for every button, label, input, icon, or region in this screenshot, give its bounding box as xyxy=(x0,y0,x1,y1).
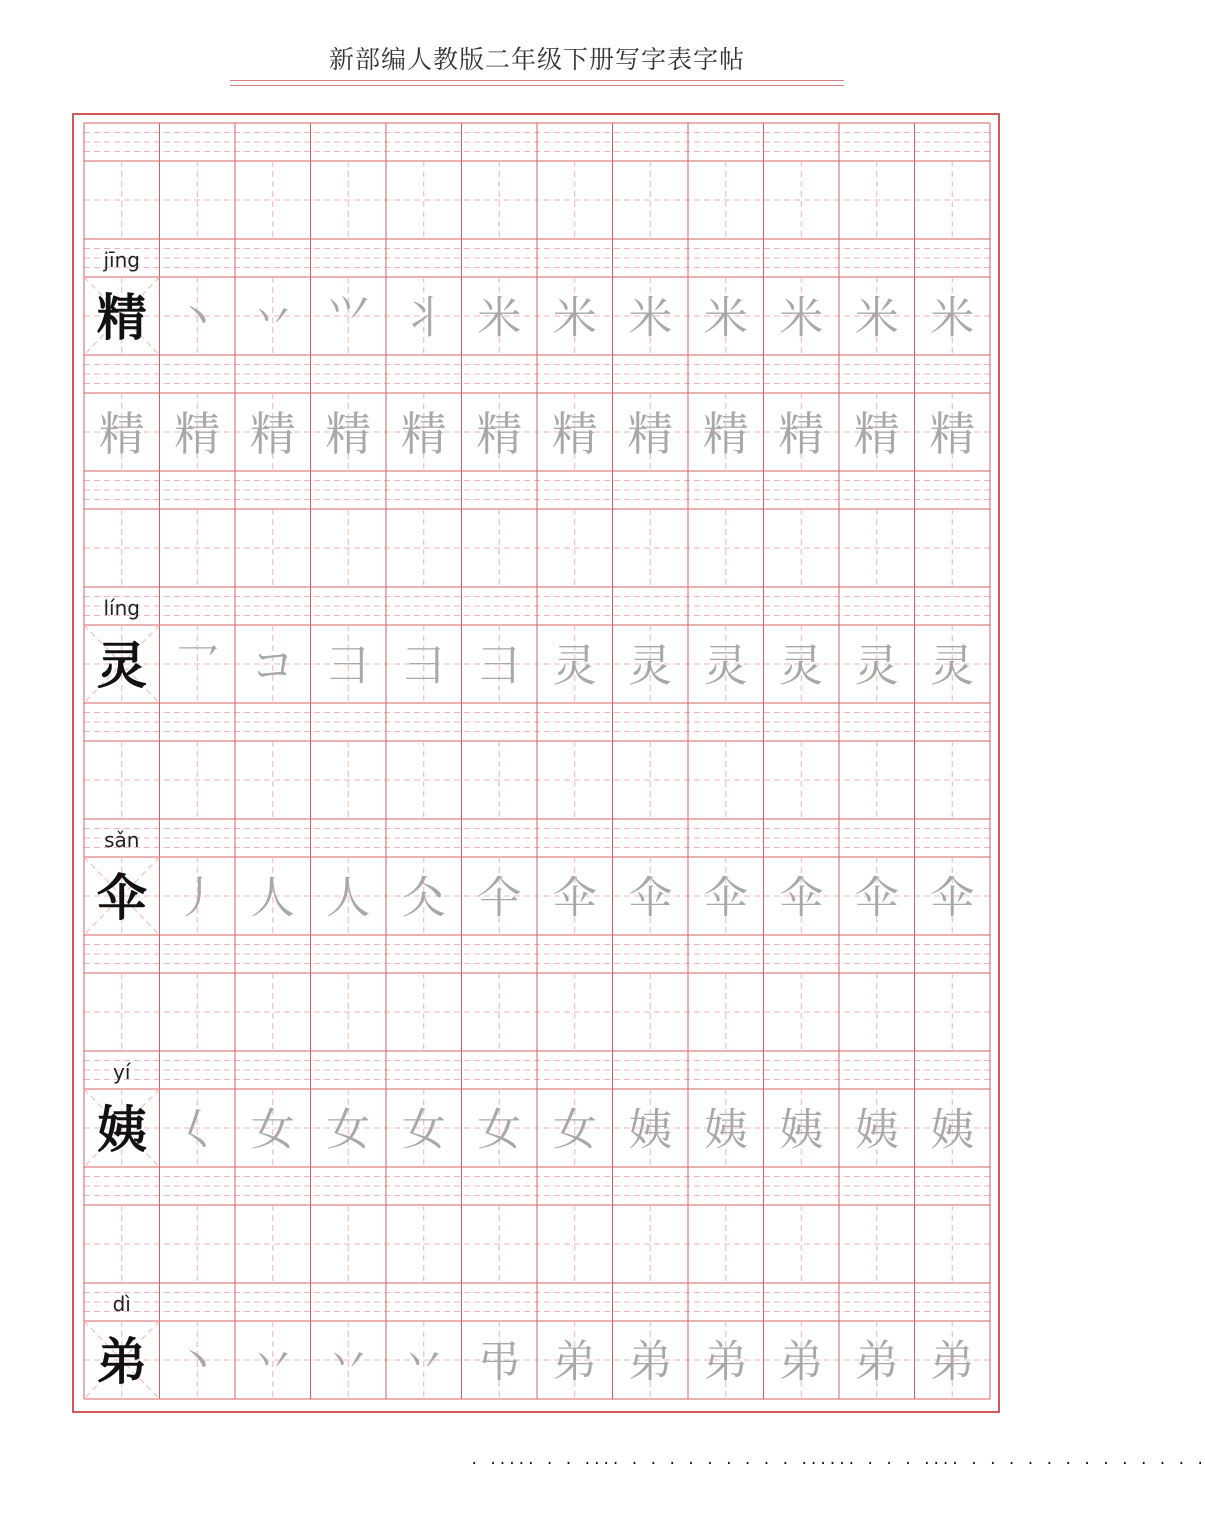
stroke-order-step: 姨 xyxy=(854,1104,899,1156)
trace-practice-character: 精 xyxy=(551,407,598,461)
stroke-order-step: 灵 xyxy=(552,640,597,692)
stroke-order-step: 弟 xyxy=(552,1336,597,1388)
model-character: 姨 xyxy=(96,1101,147,1159)
trace-practice-character: 精 xyxy=(702,407,749,461)
stroke-order-step: 弔 xyxy=(477,1336,522,1388)
footer-dots: . ..... . . .... . . . . . . . . . ...... . . . .... . . . . . . . . . . . . . xyxy=(470,1452,1205,1468)
stroke-order-step: 人 xyxy=(326,872,371,924)
stroke-order-step: 伞 xyxy=(930,872,975,924)
stroke-order-step: 女 xyxy=(326,1104,371,1156)
title-rule-lower xyxy=(230,85,844,86)
stroke-order-step: 伞 xyxy=(779,872,824,924)
stroke-order-step: 姨 xyxy=(703,1104,748,1156)
pinyin-label: líng xyxy=(103,596,140,620)
stroke-order-step: 米 xyxy=(854,292,899,344)
title-rule-upper xyxy=(230,80,844,81)
trace-practice-character: 精 xyxy=(476,407,523,461)
stroke-order-step: 𡿨 xyxy=(175,1104,220,1156)
stroke-order-step: 弟 xyxy=(854,1336,899,1388)
stroke-order-step: 米 xyxy=(552,292,597,344)
stroke-order-step: 伞 xyxy=(703,872,748,924)
stroke-order-step: 丷 xyxy=(401,1336,446,1388)
pinyin-label: dì xyxy=(112,1292,131,1316)
pinyin-label: yí xyxy=(113,1060,131,1084)
stroke-order-step: 彐 xyxy=(326,640,371,692)
stroke-order-step: 丿 xyxy=(175,872,220,924)
pinyin-label: jīng xyxy=(103,248,140,272)
practice-grid xyxy=(74,115,998,1411)
stroke-order-step: 丶 xyxy=(175,1336,220,1388)
stroke-order-step: 丶 xyxy=(175,292,220,344)
stroke-order-step: 伞 xyxy=(854,872,899,924)
stroke-order-step: 姨 xyxy=(930,1104,975,1156)
stroke-order-step: 米 xyxy=(703,292,748,344)
page-title: 新部编人教版二年级下册写字表字帖 xyxy=(328,45,745,74)
trace-practice-character: 精 xyxy=(98,407,145,461)
stroke-order-step: 米 xyxy=(477,292,522,344)
stroke-order-step: 彐 xyxy=(401,640,446,692)
stroke-order-step: 仌 xyxy=(401,872,446,924)
stroke-order-step: 女 xyxy=(552,1104,597,1156)
trace-practice-character: 精 xyxy=(627,407,674,461)
stroke-order-step: 伞 xyxy=(628,872,673,924)
stroke-order-step: 米 xyxy=(779,292,824,344)
stroke-order-step: 米 xyxy=(930,292,975,344)
model-character: 弟 xyxy=(96,1333,147,1391)
stroke-order-step: 伞 xyxy=(552,872,597,924)
stroke-order-step: 仐 xyxy=(477,872,522,924)
trace-practice-character: 精 xyxy=(325,407,372,461)
stroke-order-step: 弟 xyxy=(703,1336,748,1388)
trace-practice-character: 精 xyxy=(929,407,976,461)
stroke-order-step: 灵 xyxy=(779,640,824,692)
stroke-order-step: 丷 xyxy=(250,292,295,344)
stroke-order-step: コ xyxy=(250,640,295,692)
stroke-order-step: 彐 xyxy=(477,640,522,692)
trace-practice-character: 精 xyxy=(174,407,221,461)
stroke-order-step: 灵 xyxy=(628,640,673,692)
trace-practice-character: 精 xyxy=(853,407,900,461)
stroke-order-step: 弟 xyxy=(930,1336,975,1388)
trace-practice-character: 精 xyxy=(400,407,447,461)
model-character: 伞 xyxy=(96,869,147,927)
stroke-order-step: 姨 xyxy=(779,1104,824,1156)
model-character: 灵 xyxy=(96,637,147,695)
stroke-order-step: 灵 xyxy=(854,640,899,692)
stroke-order-step: 弟 xyxy=(628,1336,673,1388)
stroke-order-step: 丷 xyxy=(326,1336,371,1388)
stroke-order-step: 灵 xyxy=(930,640,975,692)
stroke-order-step: ⺍ xyxy=(326,292,371,344)
stroke-order-step: 灵 xyxy=(703,640,748,692)
stroke-order-step: 丷 xyxy=(250,1336,295,1388)
stroke-order-step: 女 xyxy=(250,1104,295,1156)
stroke-order-step: 弟 xyxy=(779,1336,824,1388)
trace-practice-character: 精 xyxy=(249,407,296,461)
stroke-order-step: 乛 xyxy=(175,640,220,692)
stroke-order-step: 女 xyxy=(477,1104,522,1156)
stroke-order-step: ⺦ xyxy=(401,292,446,344)
practice-sheet xyxy=(72,113,1000,1413)
pinyin-label: sǎn xyxy=(104,828,140,852)
stroke-order-step: 姨 xyxy=(628,1104,673,1156)
stroke-order-step: 人 xyxy=(250,872,295,924)
stroke-order-step: 女 xyxy=(401,1104,446,1156)
trace-practice-character: 精 xyxy=(778,407,825,461)
model-character: 精 xyxy=(96,289,147,347)
stroke-order-step: 米 xyxy=(628,292,673,344)
